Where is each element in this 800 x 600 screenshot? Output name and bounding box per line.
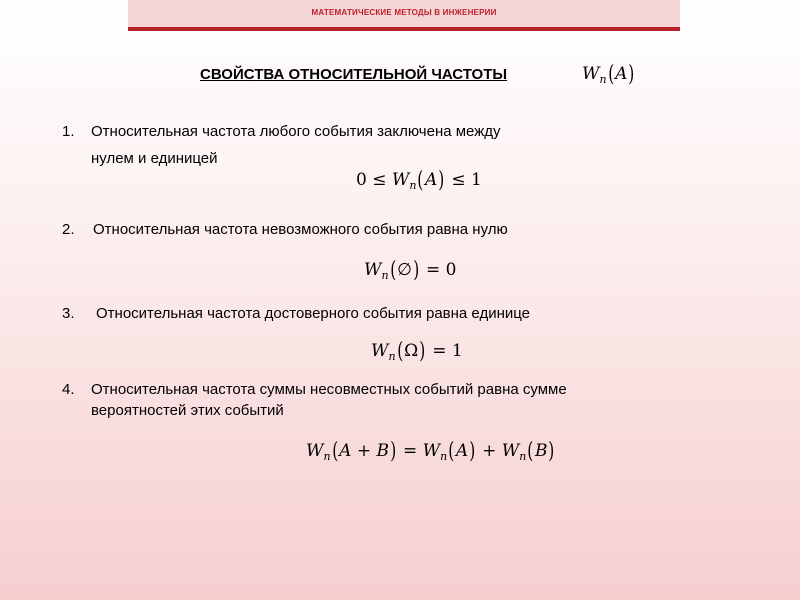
- header-title: МАТЕМАТИЧЕСКИЕ МЕТОДЫ В ИНЖЕНЕРИИ: [311, 8, 497, 17]
- item-4-number: 4.: [62, 381, 75, 398]
- item-4-text-line2: вероятностей этих событий: [91, 402, 284, 419]
- item-1-formula: $0 \le W_n(A) \le 1$: [356, 168, 482, 193]
- slide-title: СВОЙСТВА ОТНОСИТЕЛЬНОЙ ЧАСТОТЫ: [200, 66, 508, 83]
- item-2-number: 2.: [62, 221, 75, 238]
- item-2-text-line1: Относительная частота невозможного события равна нулю: [93, 221, 508, 238]
- title-formula: $W_n(A)$: [582, 62, 635, 87]
- title-formula-text: [0, 0, 1, 1]
- item-2-formula: $W_n(\emptyset) = 0$: [364, 258, 457, 283]
- item-4-text-line1: Относительная частота суммы несовместных событий равна сумме: [91, 381, 567, 398]
- header-bar: [128, 0, 680, 31]
- item-3-formula: $W_n(\Omega) = 1$: [371, 339, 463, 364]
- item-3-number: 3.: [62, 305, 75, 322]
- item-1-text-line1: Относительная частота любого события заключена между: [91, 123, 501, 140]
- item-4-formula: $W_n(A + B) = W_n(A) + W_n(B)$: [306, 439, 555, 464]
- item-1-number: 1.: [62, 123, 75, 140]
- item-1-text-line2: нулем и единицей: [91, 150, 218, 167]
- item-3-text-line1: Относительная частота достоверного события равна единице: [96, 305, 530, 322]
